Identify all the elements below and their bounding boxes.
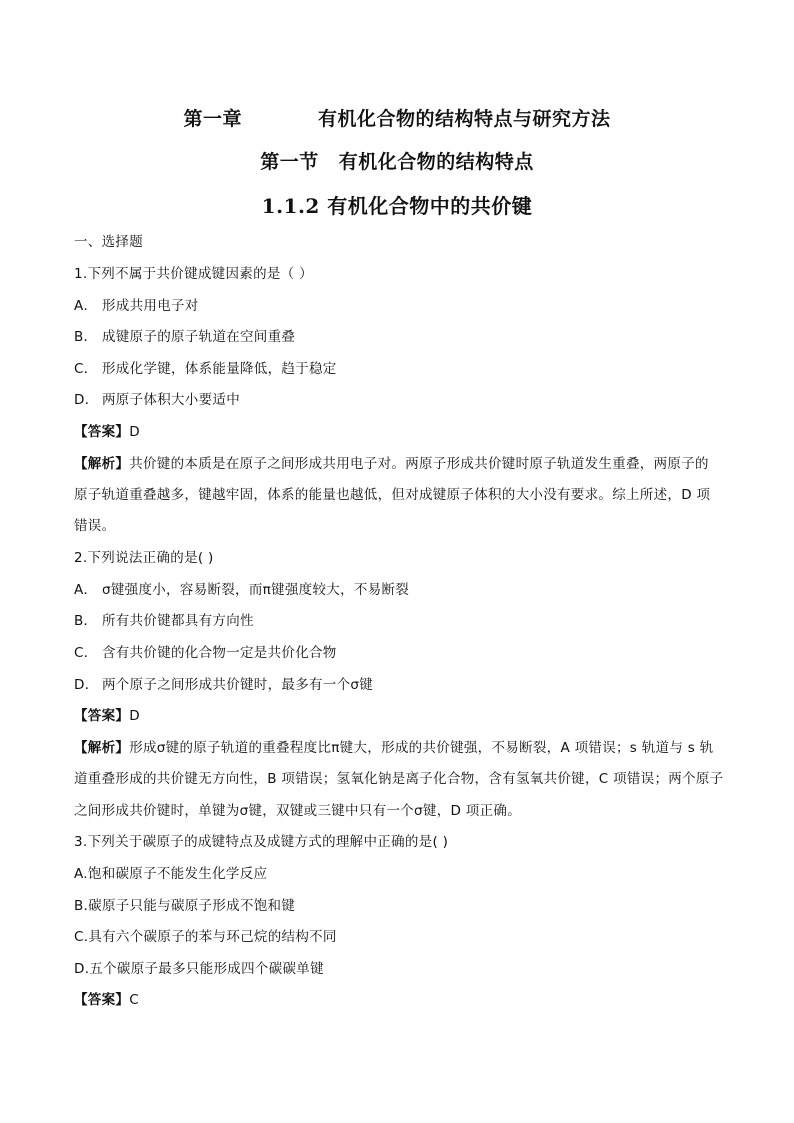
chapter-name: 有机化合物的结构特点与研究方法 bbox=[318, 108, 611, 130]
section-label: 第一节 bbox=[260, 151, 319, 173]
question-2-analysis-line-3: 之间形成共价键时，单键为σ键，双键或三键中只有一个σ键，D 项正确。 bbox=[74, 803, 521, 819]
question-3-option-c: C.具有六个碳原子的苯与环己烷的结构不同 bbox=[74, 929, 337, 945]
question-1-option-c: C． 形成化学键，体系能量降低，趋于稳定 bbox=[74, 361, 337, 377]
question-1-answer: 【答案】D bbox=[74, 424, 140, 440]
question-2-option-b: B． 所有共价键都具有方向性 bbox=[74, 613, 254, 629]
question-2-analysis-line-2: 道重叠形成的共价键无方向性，B 项错误；氢氧化钠是离子化合物，含有氢氧共价键，C 项错误；两个原子 bbox=[74, 771, 724, 787]
question-1-option-a: A． 形成共用电子对 bbox=[74, 298, 199, 314]
question-3-option-a: A.饱和碳原子不能发生化学反应 bbox=[74, 866, 268, 882]
question-2-stem: 2.下列说法正确的是( ) bbox=[74, 550, 214, 566]
question-2-analysis-line-1: 【解析】形成σ键的原子轨道的重叠程度比π键大，形成的共价键强，不易断裂，A 项错误；s 轨道与 s 轨 bbox=[74, 740, 714, 756]
chapter-title bbox=[0, 104, 794, 131]
question-2-answer: 【答案】D bbox=[74, 708, 140, 724]
question-3-option-b: B.碳原子只能与碳原子形成不饱和键 bbox=[74, 898, 296, 914]
question-1-analysis-line-1: 【解析】共价键的本质是在原子之间形成共用电子对。两原子形成共价键时原子轨道发生重叠，两原子的 bbox=[74, 456, 709, 472]
question-1-option-d: D． 两原子体积大小要适中 bbox=[74, 392, 240, 408]
section-name: 有机化合物的结构特点 bbox=[338, 151, 534, 173]
lesson-title: 1.1.2 有机化合物中的共价键 bbox=[261, 194, 533, 218]
question-1-analysis-line-3: 错误。 bbox=[74, 518, 116, 534]
section-heading: 一、选择题 bbox=[74, 234, 143, 250]
question-3-stem: 3.下列关于碳原子的成键特点及成键方式的理解中正确的是( ) bbox=[74, 834, 449, 850]
question-2-option-a: A． σ键强度小，容易断裂，而π键强度较大，不易断裂 bbox=[74, 582, 410, 598]
question-2-option-d: D． 两个原子之间形成共价键时，最多有一个σ键 bbox=[74, 677, 374, 693]
question-2-option-c: C． 含有共价键的化合物一定是共价化合物 bbox=[74, 645, 337, 661]
question-1-stem: 1.下列不属于共价键成键因素的是（ ） bbox=[74, 266, 313, 282]
question-3-option-d: D.五个碳原子最多只能形成四个碳碳单键 bbox=[74, 961, 324, 977]
question-1-analysis-line-2: 原子轨道重叠越多，键越牢固，体系的能量也越低，但对成键原子体积的大小没有要求。综上所述，D 项 bbox=[74, 487, 711, 503]
chapter-label: 第一章 bbox=[183, 108, 242, 130]
section-title bbox=[0, 147, 794, 174]
question-3-answer: 【答案】C bbox=[74, 992, 139, 1008]
question-1-option-b: B． 成键原子的原子轨道在空间重叠 bbox=[74, 329, 296, 345]
